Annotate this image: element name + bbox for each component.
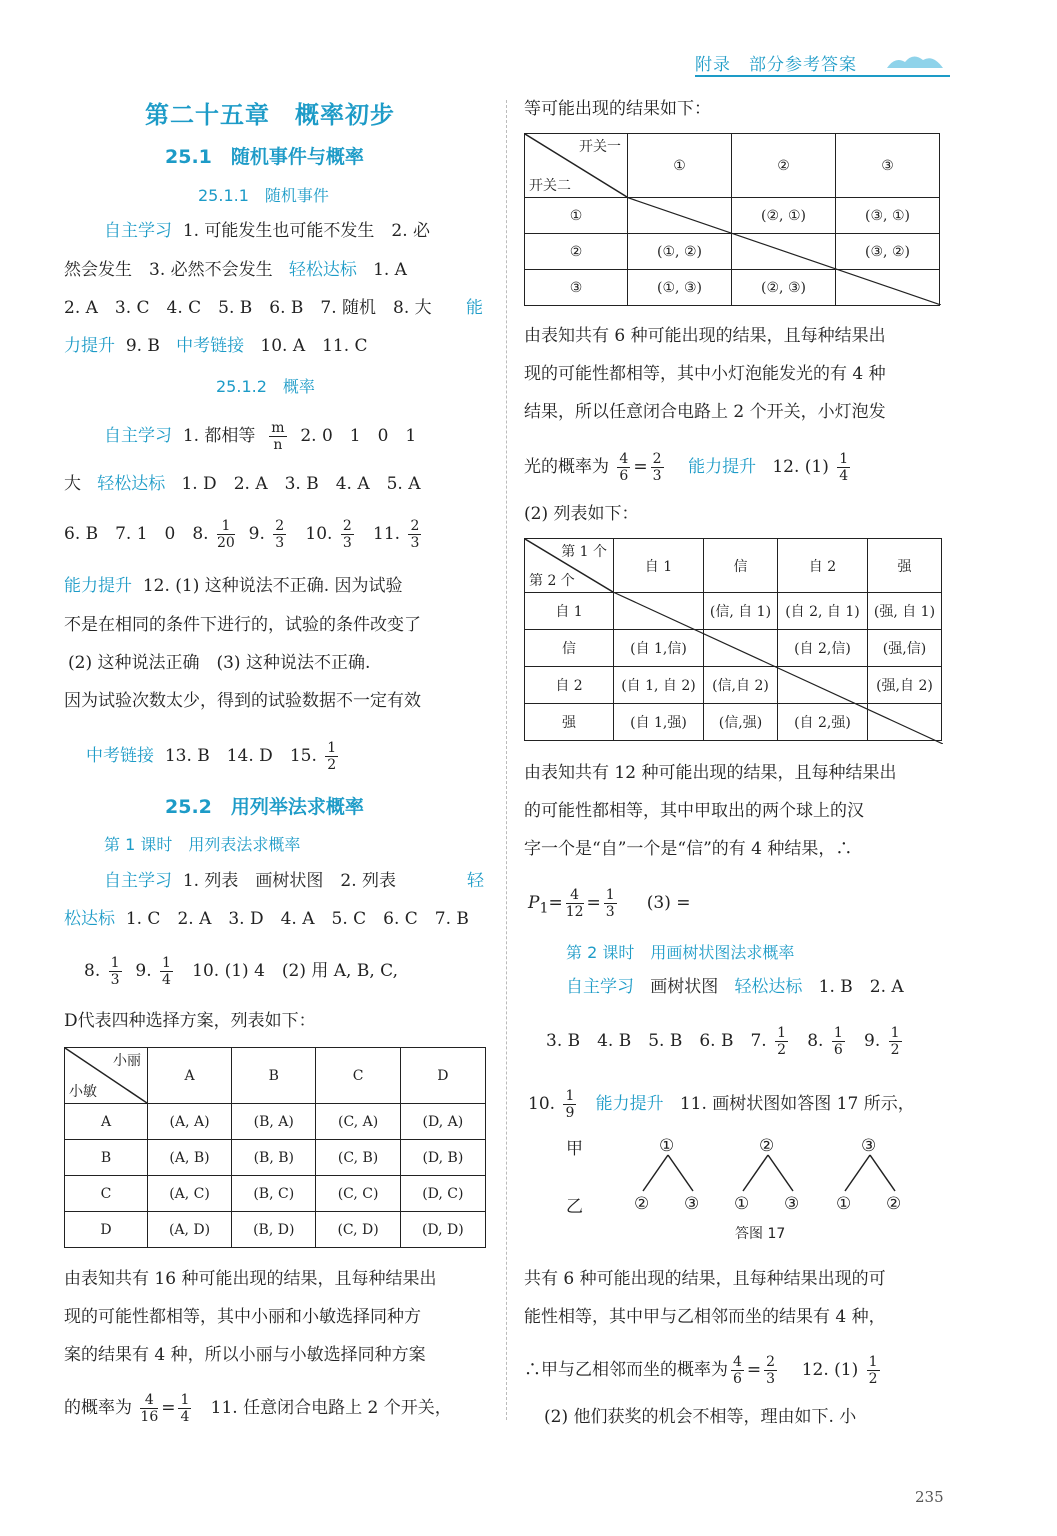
table-cell: A — [65, 1104, 148, 1140]
table-col-header: ③ — [836, 134, 940, 198]
answer-line: 自主学习 1. 可能发生也可能不发生 2. 必 — [104, 221, 431, 241]
cloud-decoration-icon — [885, 52, 945, 70]
tree-leaf: ① — [836, 1194, 852, 1214]
fraction: $\frac{1}{4}$ — [839, 451, 849, 484]
table-cell: 信 — [525, 630, 614, 667]
fraction: $\frac{4}{16}$ — [140, 1392, 159, 1425]
fraction: $\frac{4}{6}$ — [619, 451, 629, 484]
answer-line: 能性相等，其中甲与乙相邻而坐的结果有 4 种， — [524, 1307, 886, 1327]
answer-line: 结果，所以任意闭合电路上 2 个开关，小灯泡发 — [524, 402, 886, 422]
subsection-title-25-1-1: 25.1.1 随机事件 — [198, 186, 329, 205]
table-cell: (C, B) — [316, 1140, 400, 1176]
table-cell: (强,自 2) — [867, 667, 941, 704]
table-cell: (A, D) — [148, 1212, 232, 1248]
answer-line: 自主学习 1. 列表 画树状图 2. 列表 — [104, 871, 397, 891]
table-col-header: 信 — [703, 539, 777, 593]
table-cell: (B, C) — [232, 1176, 316, 1212]
table-corner: 开关一 开关二 — [525, 134, 628, 198]
table-cell: (D, B) — [400, 1140, 485, 1176]
answer-line: (2) 他们获奖的机会不相等，理由如下. 小 — [544, 1407, 857, 1427]
table-cell: (自 1, 自 2) — [614, 667, 704, 704]
answer-line: 自主学习 画树状图 轻松达标 1. B 2. A — [566, 977, 904, 997]
table-row — [65, 1212, 486, 1248]
answer-line: 能力提升 12. (1) 这种说法不正确. 因为试验 — [64, 576, 403, 596]
answer-line: 现的可能性都相等，其中小灯泡能发光的有 4 种 — [524, 364, 886, 384]
answer-line: 共有 6 种可能出现的结果，且每种结果出现的可 — [524, 1269, 886, 1289]
answer-line: 等可能出现的结果如下： — [524, 99, 711, 119]
answer-line: (2) 这种说法正确 (3) 这种说法不正确. — [68, 653, 371, 673]
subsection-title-25-1-2: 25.1.2 概率 — [216, 377, 315, 396]
tree-row-label: 乙 — [566, 1197, 583, 1217]
table-cell: (B, D) — [232, 1212, 316, 1248]
fraction: $\frac{1}{3}$ — [605, 887, 615, 920]
fraction: $\frac{1}{4}$ — [162, 955, 171, 988]
answer-line: 松达标 1. C 2. A 3. D 4. A 5. C 6. C 7. B — [64, 909, 469, 929]
answer-line: 自主学习 1. 都相等 $\frac{m}{n}$ 2. 0 1 0 1 — [104, 420, 417, 453]
table-cell: ③ — [525, 270, 628, 306]
tree-root: ② — [759, 1136, 775, 1156]
tree-leaf: ② — [634, 1194, 650, 1214]
table-corner: 小丽 小敏 — [65, 1048, 148, 1104]
fraction: $\frac{1}{2}$ — [868, 1354, 878, 1387]
table-cell: (③, ①) — [836, 198, 940, 234]
table-cell: (C, A) — [316, 1104, 400, 1140]
answer-line: 由表知共有 16 种可能出现的结果，且每种结果出 — [64, 1269, 437, 1289]
table-col-header: 强 — [867, 539, 941, 593]
fraction: $\frac{1}{9}$ — [565, 1088, 575, 1121]
table-cell: (D, D) — [400, 1212, 485, 1248]
label-qingsong: 轻松达标 — [288, 260, 357, 280]
table-cell: (C, D) — [316, 1212, 400, 1248]
tree-leaf: ③ — [784, 1194, 800, 1214]
table-col-header: ② — [732, 134, 836, 198]
fraction: $\frac{4}{6}$ — [733, 1354, 742, 1387]
table-cell: ① — [525, 198, 628, 234]
fraction: $\frac{1}{3}$ — [110, 955, 120, 988]
table-cell: D — [65, 1212, 148, 1248]
fraction: $\frac{1}{2}$ — [890, 1025, 900, 1058]
table-cell: (B, B) — [232, 1140, 316, 1176]
answer-line: 案的结果有 4 种，所以小丽与小敏选择同种方案 — [64, 1345, 426, 1365]
answer-line: 的可能性都相等，其中甲取出的两个球上的汉 — [524, 801, 864, 821]
table-col-header: A — [148, 1048, 232, 1104]
tree-leaf: ② — [886, 1194, 902, 1214]
answer-line: 大 轻松达标 1. D 2. A 3. B 4. A 5. A — [64, 474, 421, 494]
table-cell: (自 1,强) — [614, 704, 704, 741]
answer-line: 2. A 3. C 4. C 5. B 6. B 7. 随机 8. 大 — [64, 298, 432, 318]
answer-line: 现的可能性都相等，其中小丽和小敏选择同种方 — [64, 1307, 421, 1327]
lesson-title-1: 第 1 课时 用列表法求概率 — [104, 835, 301, 854]
fraction: $\frac{1}{4}$ — [180, 1392, 190, 1425]
table-cell: (D, C) — [400, 1176, 485, 1212]
answer-line: 光的概率为 $\frac{4}{6}$ = $\frac{2}{3}$ 能力提升 12. (1) $\frac{1}{4}$ — [524, 451, 849, 484]
tree-row-label: 甲 — [566, 1139, 583, 1159]
fraction-m-n: $\frac{m}{n}$ — [271, 420, 285, 453]
answer-line: 由表知共有 6 种可能出现的结果，且每种结果出 — [524, 326, 886, 346]
fraction: $\frac{2}{3}$ — [410, 518, 420, 551]
table-cell: (A, A) — [148, 1104, 232, 1140]
table-diagonal-line — [613, 592, 943, 744]
table-col-header: C — [316, 1048, 400, 1104]
table-cell: (自 2,信) — [777, 630, 867, 667]
table-cell: (自 1,信) — [614, 630, 704, 667]
table-row — [65, 1140, 486, 1176]
table-cell: C — [65, 1176, 148, 1212]
label-neng: 能 — [466, 298, 483, 318]
table-row — [65, 1176, 486, 1212]
answer-line: 不是在相同的条件下进行的，试验的条件改变了 — [64, 615, 421, 635]
section-title-25-1: 25.1 随机事件与概率 — [165, 146, 364, 168]
table-col-header: ① — [628, 134, 732, 198]
table-cell: (信,强) — [703, 704, 777, 741]
table-col-header: D — [400, 1048, 485, 1104]
label-zizhu: 自主学习 — [104, 221, 172, 241]
table-cell: (自 2,强) — [777, 704, 867, 741]
table-cell: (①, ②) — [628, 234, 732, 270]
table-cell: (③, ②) — [836, 234, 940, 270]
answer-line: 的概率为 $\frac{4}{16}$ = $\frac{1}{4}$ 11. 任意闭合电路上 2 个开关， — [64, 1392, 452, 1425]
answer-line: 力提升 9. B 中考链接 10. A 11. C — [64, 336, 368, 356]
table-cell: (②, ①) — [732, 198, 836, 234]
table-cell: (信,自 2) — [703, 667, 777, 704]
table-col-header: 自 1 — [614, 539, 704, 593]
header-rule — [695, 75, 950, 77]
answer-line: (2) 列表如下： — [524, 504, 639, 524]
section-title-25-2: 25.2 用列举法求概率 — [165, 796, 364, 818]
fraction: $\frac{1}{20}$ — [217, 518, 235, 551]
running-header: 附录 部分参考答案 — [695, 55, 857, 75]
tree-root: ③ — [861, 1136, 877, 1156]
chapter-title: 第二十五章 概率初步 — [145, 101, 395, 129]
answer-line: 8. $\frac{1}{3}$ 9. $\frac{1}{4}$ 10. (1) 4 (2) 用 A, B, C, — [84, 955, 398, 988]
table-corner: 第 1 个 第 2 个 — [525, 539, 614, 593]
tree-leaf: ① — [734, 1194, 750, 1214]
fraction: $\frac{2}{3}$ — [766, 1354, 776, 1387]
table-cell: (D, A) — [400, 1104, 485, 1140]
table-cell: (B, A) — [232, 1104, 316, 1140]
page-number: 235 — [915, 1488, 944, 1506]
fraction: $\frac{2}{3}$ — [652, 451, 662, 484]
table-cell: (强, 自 1) — [867, 593, 941, 630]
answer-line: $P_1=$ $\frac{4}{12}$ = $\frac{1}{3}$ (3) = — [528, 887, 691, 920]
table-col-header: B — [232, 1048, 316, 1104]
fraction: $\frac{4}{12}$ — [565, 887, 584, 920]
table-cell: (强,信) — [867, 630, 941, 667]
fraction: $\frac{2}{3}$ — [342, 518, 352, 551]
fraction: $\frac{1}{2}$ — [327, 740, 337, 773]
table-cell: (A, B) — [148, 1140, 232, 1176]
answer-line: D代表四种选择方案，列表如下： — [64, 1011, 316, 1031]
table-cell: (②, ③) — [732, 270, 836, 306]
lesson-title-2: 第 2 课时 用画树状图法求概率 — [566, 943, 795, 962]
figure-caption: 答图 17 — [735, 1226, 786, 1242]
answer-line: 3. B 4. B 5. B 6. B 7. $\frac{1}{2}$ 8. $\frac{1}{6}$ 9. $\frac{1}{2}$ — [546, 1025, 900, 1058]
table-cell: (A, C) — [148, 1176, 232, 1212]
fraction: $\frac{1}{6}$ — [833, 1025, 843, 1058]
table-cell: (C, C) — [316, 1176, 400, 1212]
fraction: $\frac{1}{2}$ — [777, 1025, 787, 1058]
table-row — [65, 1104, 486, 1140]
tree-leaf: ③ — [684, 1194, 700, 1214]
table-cell: B — [65, 1140, 148, 1176]
column-divider — [506, 100, 507, 1420]
answer-line: 中考链接 13. B 14. D 15. $\frac{1}{2}$ — [86, 740, 337, 773]
label-zhongkao: 中考链接 — [176, 336, 245, 356]
tree-root: ① — [659, 1136, 675, 1156]
answer-line: 因为试验次数太少，得到的试验数据不一定有效 — [64, 691, 421, 711]
table-cell: 自 1 — [525, 593, 614, 630]
answer-line: 字一个是“自”一个是“信”的有 4 种结果，∴ — [524, 839, 853, 859]
fraction: $\frac{2}{3}$ — [275, 518, 285, 551]
answer-line: 由表知共有 12 种可能出现的结果，且每种结果出 — [524, 763, 897, 783]
table-cell: 自 2 — [525, 667, 614, 704]
answer-line: ∴甲与乙相邻而坐的概率为 $\frac{4}{6}$ = $\frac{2}{3}$ 12. (1) $\frac{1}{2}$ — [524, 1354, 878, 1387]
answer-line: 6. B 7. 1 0 8. $\frac{1}{20}$ 9. $\frac{2}{3}$ 10. $\frac{2}{3}$ 11. $\frac{2}{3}$ — [64, 518, 420, 551]
table-cell: 强 — [525, 704, 614, 741]
table-cell: (自 2, 自 1) — [777, 593, 867, 630]
table-cell: ② — [525, 234, 628, 270]
table-xiaoli-xiaomin — [64, 1047, 486, 1248]
table-cell: (信, 自 1) — [703, 593, 777, 630]
table-col-header: 自 2 — [777, 539, 867, 593]
label-qing: 轻 — [467, 871, 484, 891]
table-diagonal-line — [626, 197, 941, 305]
answer-line: 然会发生 3. 必然不会发生 轻松达标 1. A — [64, 260, 407, 280]
answer-line: 10. $\frac{1}{9}$ 能力提升 11. 画树状图如答图 17 所示， — [528, 1088, 915, 1121]
table-cell: (①, ③) — [628, 270, 732, 306]
